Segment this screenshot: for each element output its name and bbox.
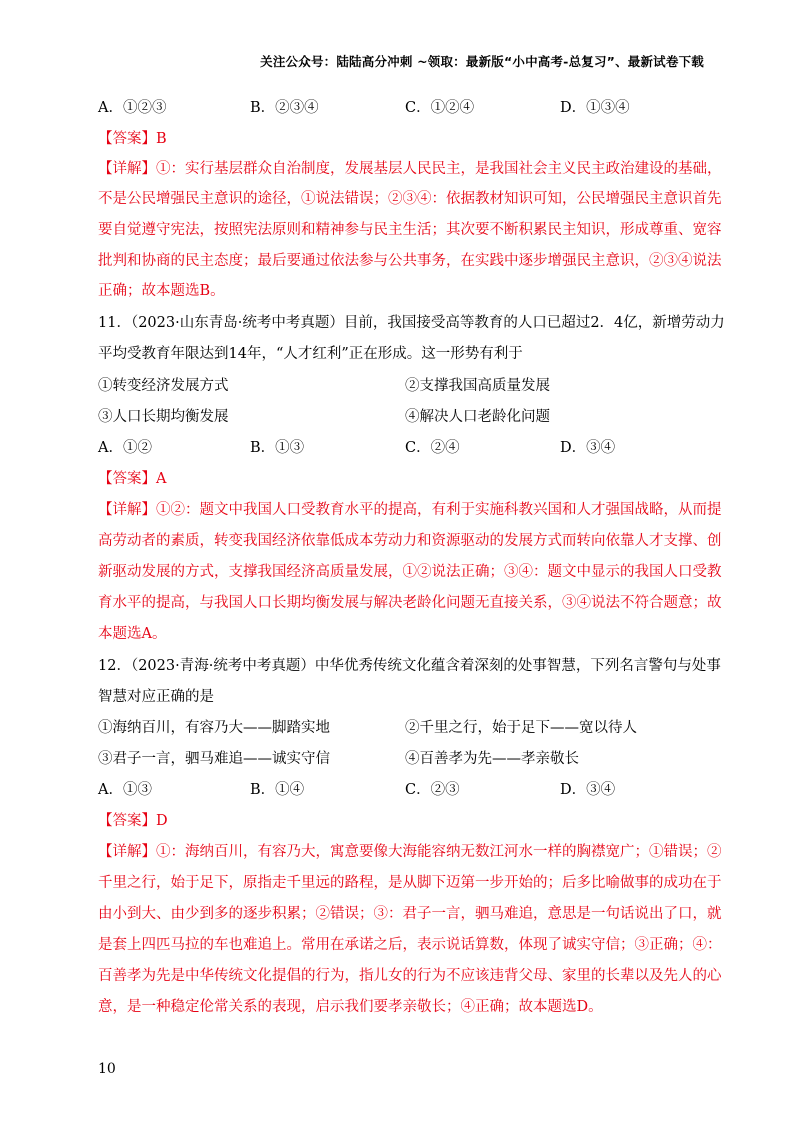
- q10-option-a: A．①②③: [98, 100, 167, 116]
- q12-item-2: ②千里之行，始于足下——宽以待人: [405, 720, 637, 736]
- q12-option-a: A．①③: [98, 782, 152, 798]
- q12-explain-line: 意，是一种稳定伦常关系的表现，启示我们要孝亲敬长；④正确；故本题选D。: [98, 999, 603, 1015]
- q11-item-2: ②支撑我国高质量发展: [405, 378, 550, 394]
- q12-item-1: ①海纳百川，有容乃大——脚踏实地: [98, 720, 330, 736]
- q11-item-1: ①转变经济发展方式: [98, 378, 229, 394]
- q10-explain-line: 正确；故本题选B。: [98, 283, 225, 299]
- q11-stem-line: 平均受教育年限达到14年，“人才红利”正在形成。这一形势有利于: [98, 346, 523, 362]
- q10-explain-line: 批判和协商的民主态度；最后要通过依法参与公共事务，在实践中逐步增强民主意识，②③④说法: [98, 253, 722, 269]
- q10-explain-line: 【详解】①：实行基层群众自治制度，发展基层人民民主，是我国社会主义民主政治建设的基础，: [98, 161, 722, 177]
- page-number: 10: [98, 1061, 116, 1077]
- q12-item-4: ④百善孝为先——孝亲敬长: [405, 751, 579, 767]
- q11-stem-line: 11．（2023·山东青岛·统考中考真题）目前，我国接受高等教育的人口已超过2．4亿，新增劳动力: [98, 315, 725, 331]
- q12-stem-line: 12．（2023·青海·统考中考真题）中华优秀传统文化蕴含着深刻的处事智慧，下列名言警句与处事: [98, 658, 721, 674]
- q11-option-d: D．③④: [560, 440, 616, 456]
- q11-option-c: C．②④: [405, 440, 460, 456]
- q12-explain-line: 百善孝为先是中华传统文化提倡的行为，指儿女的行为不应该违背父母、家里的长辈以及先人的心: [98, 968, 722, 984]
- q12-option-c: C．②③: [405, 782, 460, 798]
- q11-item-3: ③人口长期均衡发展: [98, 409, 229, 425]
- q12-answer: 【答案】D: [98, 813, 168, 829]
- q11-explain-line: 【详解】①②：题文中我国人口受教育水平的提高，有利于实施科教兴国和人才强国战略，从而提: [98, 502, 722, 518]
- q12-item-3: ③君子一言，驷马难追——诚实守信: [98, 751, 330, 767]
- q11-option-a: A．①②: [98, 440, 152, 456]
- q10-option-c: C．①②④: [405, 100, 475, 116]
- q10-explain-line: 不是公民增强民主意识的途径，①说法错误；②③④：依据教材知识可知，公民增强民主意识首先: [98, 191, 722, 207]
- q12-explain-line: 【详解】①：海纳百川，有容乃大，寓意要像大海能容纳无数江河水一样的胸襟宽广；①错误；②: [98, 844, 722, 860]
- q10-option-d: D．①③④: [560, 100, 630, 116]
- q11-explain-line: 本题选A。: [98, 626, 167, 642]
- q10-explain-line: 要自觉遵守宪法，按照宪法原则和精神参与民主生活；其次要不断积累民主知识，形成尊重、宽容: [98, 222, 722, 238]
- q11-item-4: ④解决人口老龄化问题: [405, 409, 550, 425]
- q11-explain-line: 高劳动者的素质，转变我国经济依靠低成本劳动力和资源驱动的发展方式而转向依靠人才支撑、创: [98, 533, 722, 549]
- q10-answer: 【答案】B: [98, 131, 167, 147]
- q11-explain-line: 育水平的提高，与我国人口长期均衡发展与解决老龄化问题无直接关系，③④说法不符合题意；故: [98, 595, 722, 611]
- q12-explain-line: 由小到大、由少到多的逐步积累；②错误；③：君子一言，驷马难追，意思是一句话说出了口，就: [98, 906, 722, 922]
- q12-option-b: B．①④: [250, 782, 305, 798]
- page-header: 关注公众号：陆陆高分冲刺 ~领取：最新版“小中高考-总复习”、最新试卷下载: [260, 54, 704, 69]
- q11-option-b: B．①③: [250, 440, 305, 456]
- q12-stem-line: 智慧对应正确的是: [98, 689, 214, 705]
- q10-option-b: B．②③④: [250, 100, 319, 116]
- q11-answer: 【答案】A: [98, 471, 167, 487]
- q11-explain-line: 新驱动发展的方式，支撑我国经济高质量发展，①②说法正确；③④：题文中显示的我国人口受教: [98, 564, 722, 580]
- q12-explain-line: 千里之行，始于足下，原指走千里远的路程，是从脚下迈第一步开始的；后多比喻做事的成功在于: [98, 875, 722, 891]
- q12-explain-line: 是套上四匹马拉的车也难追上。常用在承诺之后，表示说话算数，体现了诚实守信；③正确；④：: [98, 937, 722, 953]
- q12-option-d: D．③④: [560, 782, 616, 798]
